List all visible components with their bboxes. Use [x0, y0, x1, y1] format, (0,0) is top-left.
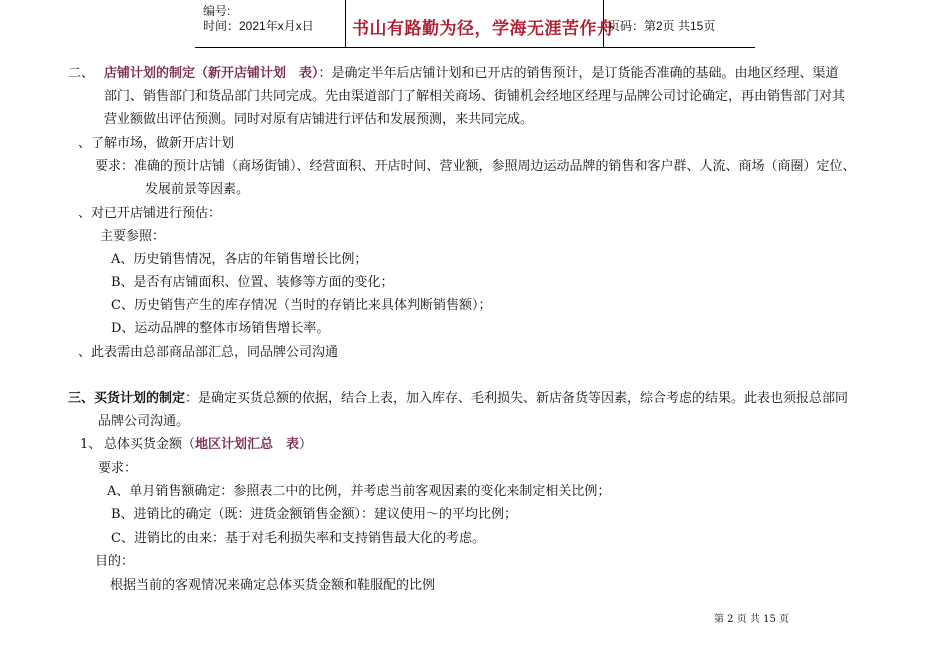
serial-label: 编号: [203, 4, 231, 18]
section2-item3: 、此表需由总部商品部汇总，同品牌公司沟通 [78, 345, 339, 360]
section3-sub1-number: 1、 [80, 437, 102, 452]
section3-intro-1: ：是确定买货总额的依据，结合上表，加入库存、毛利损失、新店备货等因素，综合考虑的结果。此表也须报总部同 [185, 391, 849, 406]
section2-number: 二、 [68, 66, 95, 81]
header-rule [195, 47, 755, 48]
list-item: A、单月销售额确定：参照表二中的比例，并考虑当前客观因素的变化来制定相关比例； [107, 484, 611, 499]
section3-first-line [68, 389, 848, 409]
page-footer: 第 2 页 共 15 页 [714, 614, 789, 625]
section3-intro-2: 品牌公司沟通。 [98, 414, 190, 429]
page-label: 页码：第2页 共15页 [608, 19, 716, 33]
section3-goal-text: 根据当前的客观情况来确定总体买货金额和鞋服配的比例 [110, 578, 436, 593]
section2-intro-1: ：是确定半年后店铺计划和已开店的销售预计，是订货能否准确的基础。由地区经理、渠道 [318, 66, 839, 81]
section3-req-label: 要求： [98, 461, 138, 476]
section3-goal-label: 目的： [95, 554, 135, 569]
section3-sub1 [104, 435, 312, 455]
section2-first-line [104, 64, 839, 84]
section2-intro-2: 部门、销售部门和货品部门共同完成。先由渠道部门了解相关商场、街铺机会经地区经理与品牌公司讨论确定，再由销售部门对其 [104, 89, 846, 104]
list-item: A、历史销售情况，各店的年销售增长比例； [111, 252, 368, 267]
list-item: B、是否有店铺面积、位置、装修等方面的变化； [111, 275, 394, 290]
section2-req-2: 发展前景等因素。 [145, 182, 250, 197]
section3-title: 三、买货计划的制定 [68, 391, 186, 406]
list-item: B、进销比的确定（既：进货金额销售金额）：建议使用～的平均比例； [111, 507, 518, 522]
header-divider [345, 0, 346, 48]
list-item: C、进销比的由来：基于对毛利损失率和支持销售最大化的考虑。 [111, 531, 485, 546]
list-item: D、运动品牌的整体市场销售增长率。 [111, 321, 330, 336]
section2-req-1: 要求：准确的预计店铺（商场街铺）、经营面积、开店时间、营业额，参照周边运动品牌的销售和客户群、人流、商场（商圈）定位、 [95, 159, 856, 174]
section2-intro-3: 营业额做出评估预测。同时对原有店铺进行评估和发展预测，来共同完成。 [104, 112, 534, 127]
section2-ref-label: 主要参照： [100, 229, 166, 244]
time-label: 时间：2021年x月x日 [203, 19, 314, 33]
section3-sub1-text: 总体买货金额（ [104, 437, 196, 452]
section2-title: 店铺计划的制定（新开店铺计划 表） [104, 66, 319, 81]
header-motto: 书山有路勤为径，学海无涯苦作舟 [352, 19, 615, 39]
section3-sub1-close: ） [299, 437, 313, 452]
list-item: C、历史销售产生的库存情况（当时的存销比来具体判断销售额）； [111, 298, 492, 313]
section3-sub1-highlight: 地区计划汇总 表 [195, 437, 300, 452]
section2-item1: 、了解市场，做新开店计划 [78, 136, 235, 151]
section2-item2: 、对已开店铺进行预估： [78, 206, 222, 221]
